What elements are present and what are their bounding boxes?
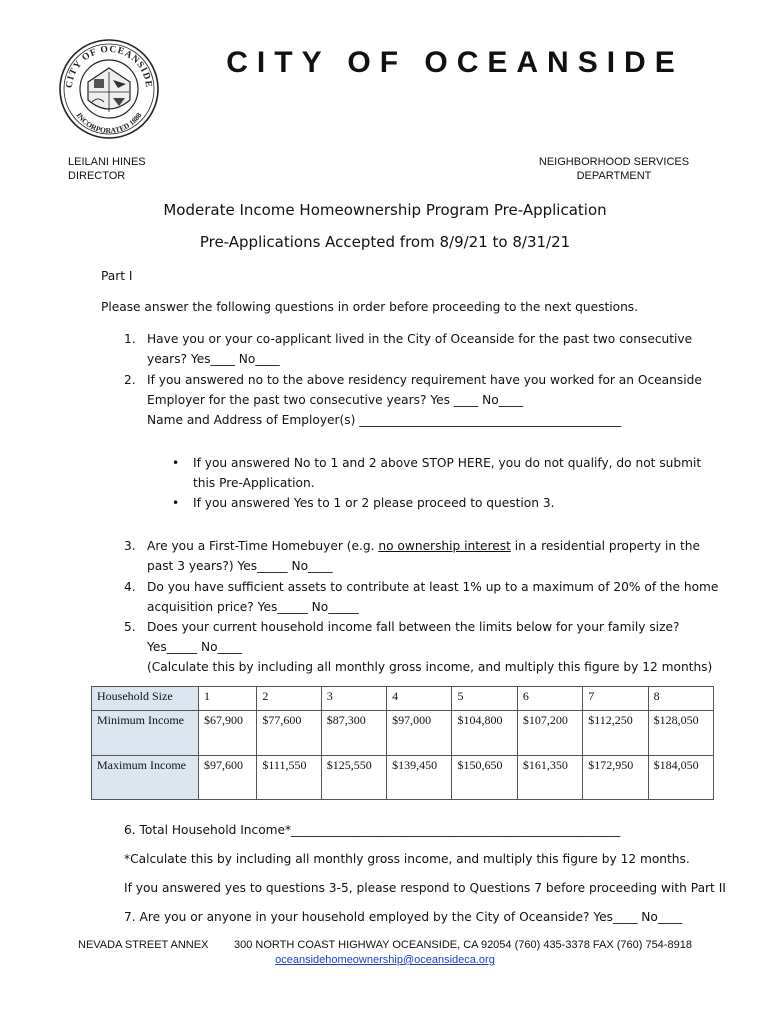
min-income-cell: $107,200 — [517, 711, 582, 756]
max-income-cell: $111,550 — [257, 756, 321, 800]
table-row — [92, 756, 714, 800]
question-3-line2: past 3 years?) Yes_____ No____ — [147, 559, 333, 573]
question-3-underlined: no ownership interest — [378, 539, 511, 553]
question-3-text-pre: Are you a First-Time Homebuyer (e.g. — [147, 539, 379, 553]
director-block — [68, 155, 146, 183]
proceed-note: If you answered yes to questions 3-5, please respond to Questions 7 before proceeding with Part II — [124, 881, 726, 895]
question-4-number: 4. — [124, 580, 136, 594]
size-cell: 3 — [321, 687, 386, 711]
size-cell: 1 — [199, 687, 257, 711]
size-cell: 8 — [648, 687, 713, 711]
max-income-cell: $97,600 — [199, 756, 257, 800]
size-cell: 7 — [583, 687, 648, 711]
size-cell: 5 — [452, 687, 517, 711]
min-income-cell: $97,000 — [387, 711, 452, 756]
size-cell: 2 — [257, 687, 321, 711]
maximum-income-label: Maximum Income — [92, 756, 199, 800]
question-5-line1: Does your current household income fall between the limits below for your family size? — [147, 620, 680, 634]
table-row — [92, 711, 714, 756]
min-income-cell: $67,900 — [199, 711, 257, 756]
min-income-cell: $77,600 — [257, 711, 321, 756]
income-note: *Calculate this by including all monthly gross income, and multiply this figure by 12 months. — [124, 852, 690, 866]
size-cell: 4 — [387, 687, 452, 711]
question-4-line1: Do you have sufficient assets to contribute at least 1% up to a maximum of 20% of the home — [147, 580, 719, 594]
max-income-cell: $139,450 — [387, 756, 452, 800]
min-income-cell: $87,300 — [321, 711, 386, 756]
department-block — [520, 155, 708, 183]
bullet-icon: • — [172, 456, 180, 470]
minimum-income-label: Minimum Income — [92, 711, 199, 756]
intro-text: Please answer the following questions in order before proceeding to the next questions. — [101, 300, 639, 314]
size-cell: 6 — [517, 687, 582, 711]
max-income-cell: $125,550 — [321, 756, 386, 800]
question-1-line1: Have you or your co-applicant lived in the City of Oceanside for the past two consecutive — [147, 332, 693, 346]
question-1-number: 1. — [124, 332, 136, 346]
household-size-header: Household Size — [92, 687, 199, 711]
director-name: LEILANI HINES — [68, 156, 146, 168]
bullet-1-line2: this Pre-Application. — [193, 476, 315, 490]
question-5-number: 5. — [124, 620, 136, 634]
question-2-line3: Name and Address of Employer(s) ___________________________________________ — [147, 413, 622, 427]
min-income-cell: $104,800 — [452, 711, 517, 756]
bullet-icon: • — [172, 496, 180, 510]
department-line1: NEIGHBORHOOD SERVICES — [538, 156, 690, 168]
min-income-cell: $128,050 — [648, 711, 713, 756]
question-3-line1 — [147, 536, 700, 556]
part-label: Part I — [101, 269, 133, 283]
question-3-number: 3. — [124, 539, 136, 553]
question-1-line2: years? Yes____ No____ — [147, 352, 280, 366]
bullet-2: If you answered Yes to 1 or 2 please proceed to question 3. — [193, 496, 555, 510]
director-title: DIRECTOR — [68, 170, 126, 182]
question-7: 7. Are you or anyone in your household employed by the City of Oceanside? Yes____ No____ — [124, 910, 683, 924]
question-3-text-post: in a residential property in the — [510, 539, 700, 553]
question-5-line3: (Calculate this by including all monthly gross income, and multiply this figure by 12 months) — [147, 660, 713, 674]
city-seal — [58, 38, 160, 140]
question-2-line2: Employer for the past two consecutive years? Yes ____ No____ — [147, 393, 524, 407]
document-title: Moderate Income Homeownership Program Pre-Application — [163, 201, 607, 219]
min-income-cell: $112,250 — [583, 711, 648, 756]
question-5-line2: Yes_____ No____ — [147, 640, 242, 654]
question-6: 6. Total Household Income*______________________________________________________ — [124, 823, 621, 837]
bullet-1-line1: If you answered No to 1 and 2 above STOP HERE, you do not qualify, do not submit — [193, 456, 702, 470]
max-income-cell: $184,050 — [648, 756, 713, 800]
seal-ring-text: CITY OF OCEANSIDE — [64, 44, 154, 89]
footer-annex: NEVADA STREET ANNEX — [78, 939, 209, 951]
city-title: CITY OF OCEANSIDE — [226, 46, 684, 79]
max-income-cell: $150,650 — [452, 756, 517, 800]
income-limits-table — [91, 686, 714, 800]
seal-bottom-text: INCORPORATED 1888 — [74, 110, 144, 136]
question-4-line2: acquisition price? Yes_____ No_____ — [147, 600, 359, 614]
footer-email-link[interactable]: oceansidehomeownership@oceansideca.org — [275, 954, 495, 966]
max-income-cell: $172,950 — [583, 756, 648, 800]
table-header-row — [92, 687, 714, 711]
document-subtitle: Pre-Applications Accepted from 8/9/21 to 8/31/21 — [199, 233, 571, 251]
department-line2: DEPARTMENT — [576, 170, 652, 182]
footer-address: 300 NORTH COAST HIGHWAY OCEANSIDE, CA 92054 (760) 435-3378 FAX (760) 754-8918 — [234, 939, 692, 951]
question-2-number: 2. — [124, 373, 136, 387]
question-2-line1: If you answered no to the above residency requirement have you worked for an Oceanside — [147, 373, 702, 387]
max-income-cell: $161,350 — [517, 756, 582, 800]
